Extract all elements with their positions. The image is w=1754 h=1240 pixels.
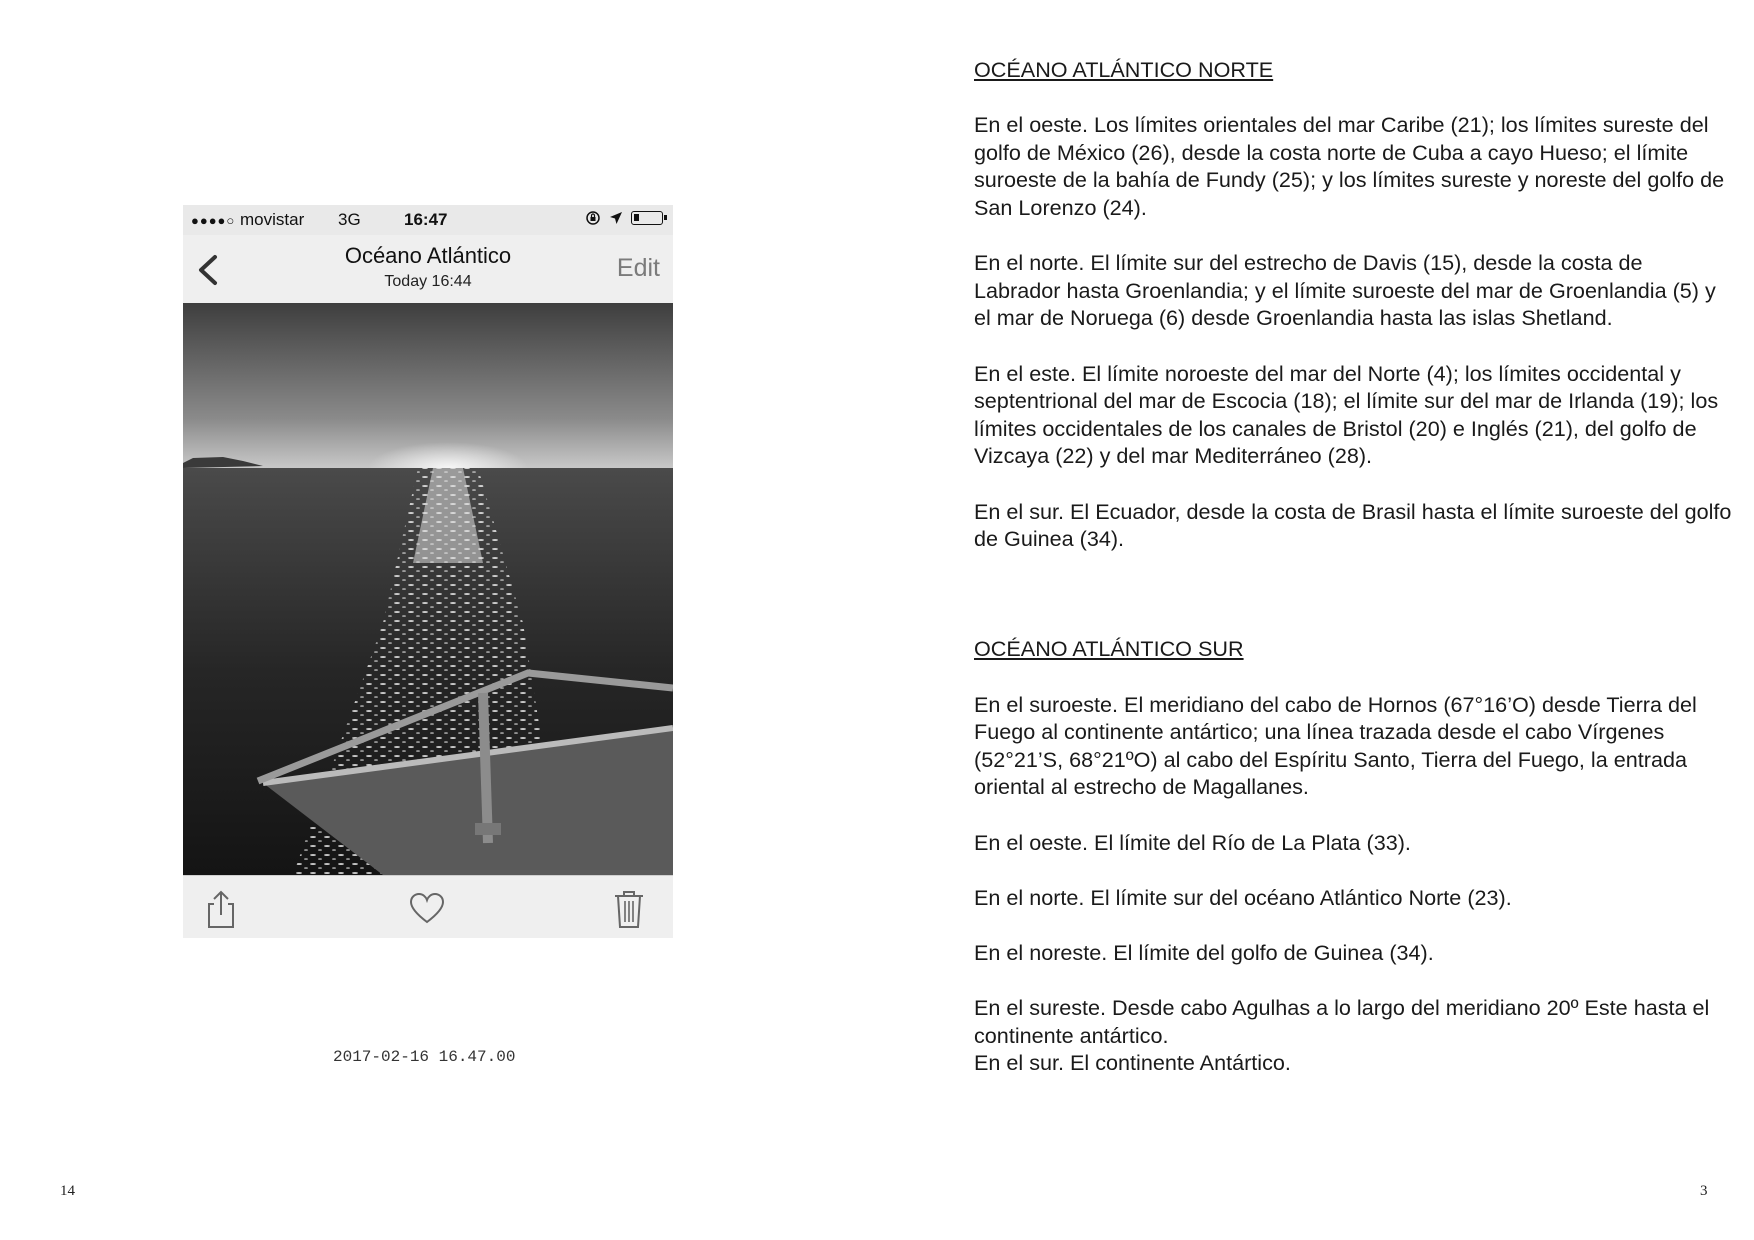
nav-bar	[183, 235, 673, 304]
edit-button[interactable]: Edit	[616, 254, 660, 282]
south-southwest-paragraph: En el suroeste. El meridiano del cabo de Hornos (67°16’O) desde Tierra del Fuego al continente antártico; una línea trazada desde el cabo Vírgenes (52°21’S, 68°21ºO) al cabo del Espíritu Santo, Tierra del Fuego, la entrada oriental al estrecho de Magallanes.	[974, 691, 1697, 800]
north-south-paragraph: En el sur. El Ecuador, desde la costa de Brasil hasta el límite suroeste del golfo de Guinea (34).	[974, 498, 1732, 552]
text-column	[974, 56, 1734, 1077]
north-atlantic-heading: OCÉANO ATLÁNTICO NORTE	[974, 57, 1274, 82]
north-west-paragraph: En el oeste. Los límites orientales del mar Caribe (21); los límites sureste del golfo de México (26), desde la costa norte de Cuba a cayo Hueso; el límite suroeste de la bahía de Fundy (25); y los límites sureste y noreste del golfo de San Lorenzo (24).	[974, 112, 1725, 220]
battery-icon	[631, 211, 663, 225]
photo-toolbar	[183, 875, 673, 938]
status-icons	[585, 210, 663, 226]
status-clock: 16:47	[404, 210, 448, 229]
carrier-name: movistar	[240, 210, 305, 229]
south-north-paragraph: En el norte. El límite sur del océano Atlántico Norte (23).	[974, 884, 1512, 910]
south-southeast-paragraph: En el sureste. Desde cabo Agulhas a lo largo del meridiano 20º Este hasta el continente antártico.	[974, 995, 1710, 1048]
favorite-heart-icon[interactable]	[407, 888, 447, 930]
page-number-right: 3	[1700, 1183, 1708, 1199]
north-east-paragraph: En el este. El límite noroeste del mar del Norte (4); los límites occidental y septentrional del mar de Escocia (18); el límite sur del mar de Irlanda (19); los límites occidentales de los canales de Bristol (20) e Inglés (21), del golfo de Vizcaya (22) y del mar Mediterráneo (28).	[974, 360, 1719, 469]
signal-dots: ●●●●○	[191, 213, 236, 228]
photo-timestamp: 2017-02-16 16.47.00	[333, 1048, 516, 1066]
page-number-left: 14	[60, 1183, 75, 1199]
south-south-line: En el sur. El continente Antártico.	[974, 1050, 1291, 1076]
right-page	[877, 0, 1754, 1240]
south-northeast-paragraph: En el noreste. El límite del golfo de Guinea (34).	[974, 940, 1434, 966]
trash-icon[interactable]	[609, 888, 649, 930]
photo-album-title: Océano Atlántico	[344, 243, 512, 268]
location-arrow-icon	[609, 211, 623, 225]
rotation-lock-icon	[585, 210, 601, 226]
south-atlantic-heading: OCÉANO ATLÁNTICO SUR	[974, 636, 1244, 662]
phone-screenshot	[183, 205, 673, 938]
carrier-info	[191, 210, 304, 230]
status-bar	[183, 205, 673, 235]
photo-date-subtitle: Today 16:44	[384, 273, 472, 290]
network-type: 3G	[338, 210, 361, 229]
south-west-paragraph: En el oeste. El límite del Río de La Plata (33).	[974, 829, 1411, 855]
north-north-paragraph: En el norte. El límite sur del estrecho de Davis (15), desde la costa de Labrador hasta Groenlandia; y el límite suroeste del mar de Groenlandia (5) y el mar de Noruega (6) desde Groenlandia hasta las islas Shetland.	[974, 250, 1716, 331]
share-icon[interactable]	[201, 888, 241, 930]
ocean-sunset-photo	[183, 303, 673, 875]
